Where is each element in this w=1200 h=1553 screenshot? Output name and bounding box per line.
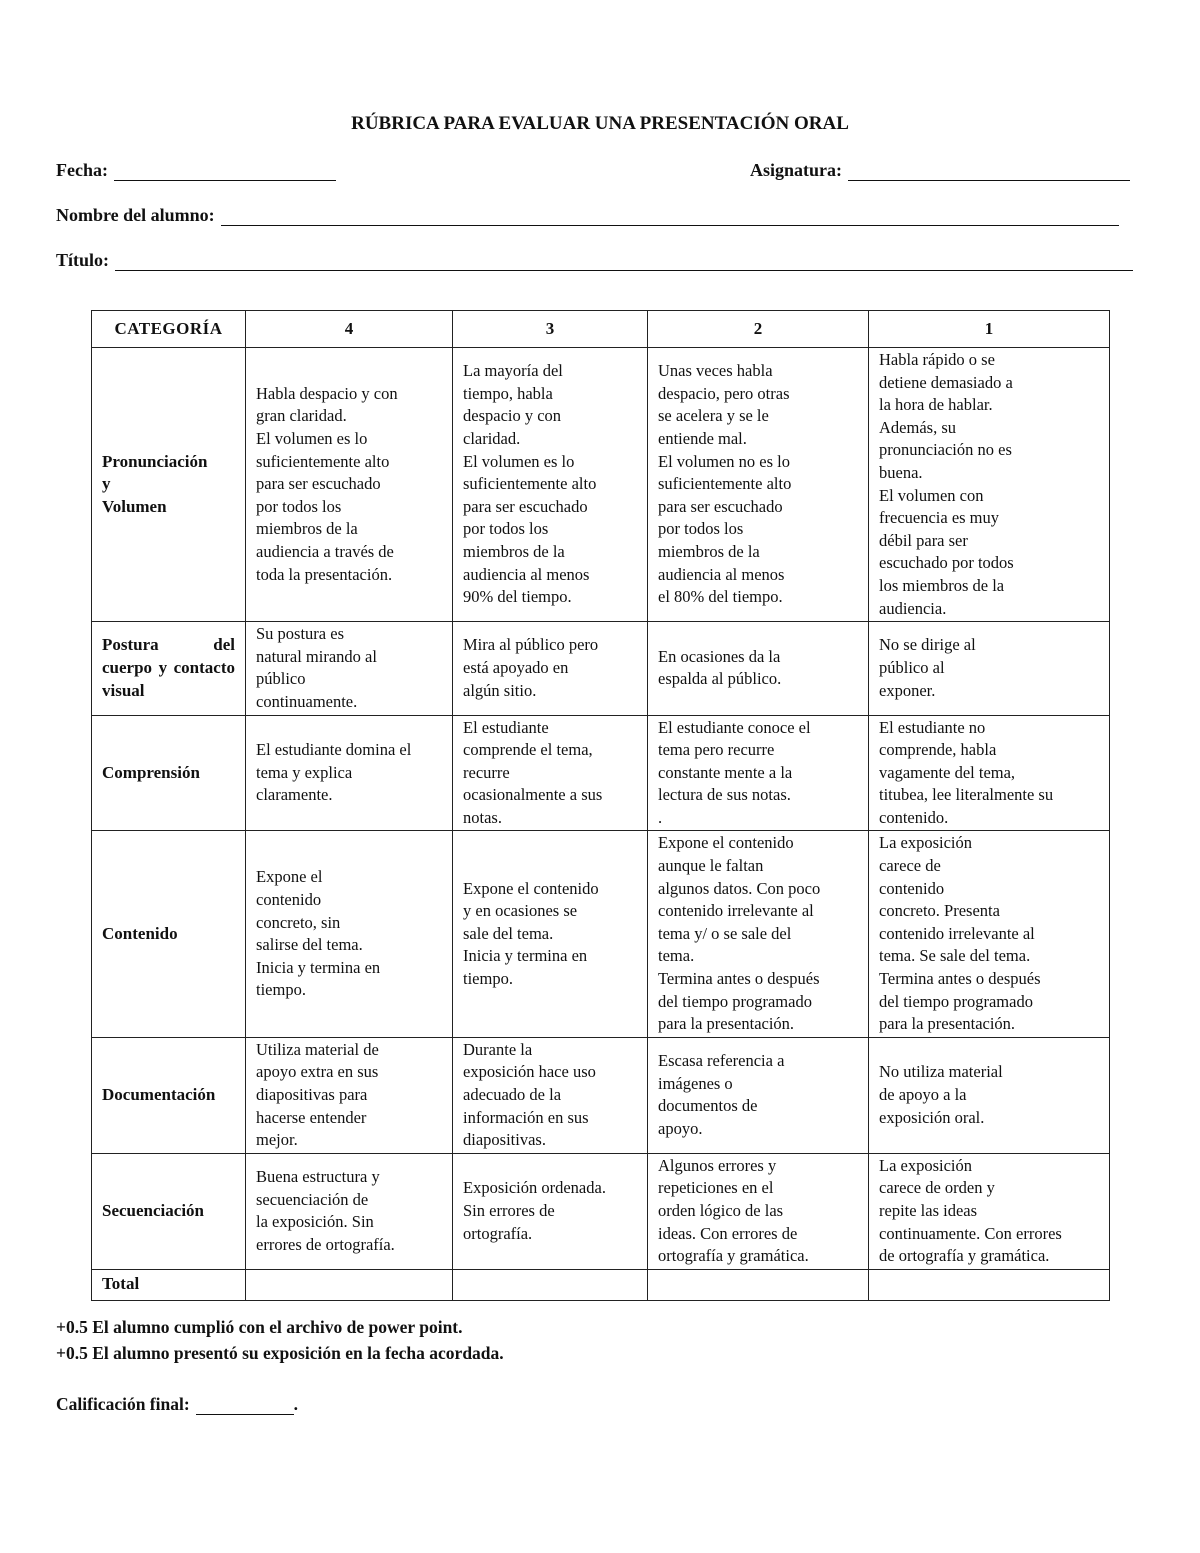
total-label: Total xyxy=(92,1269,246,1300)
titulo-label: Título: xyxy=(56,250,110,270)
final-grade-blank[interactable] xyxy=(196,1394,294,1415)
fecha-blank[interactable] xyxy=(114,160,336,181)
cell-secuenciacion-3: Exposición ordenada. Sin errores de ortografía. xyxy=(453,1153,648,1269)
header-score-1: 1 xyxy=(869,311,1110,348)
document-title: RÚBRICA PARA EVALUAR UNA PRESENTACIÓN ORAL xyxy=(351,113,849,134)
fecha-field[interactable] xyxy=(56,160,336,181)
cell-pronunciacion-3: La mayoría del tiempo, habla despacio y con claridad. El volumen es lo suficientemente alto para ser escuchado por todos los miembros de la audiencia al menos 90% del tiempo. xyxy=(453,348,648,622)
cell-comprension-2: El estudiante conoce el tema pero recurre constante mente a la lectura de sus notas. . xyxy=(648,715,869,831)
row-total xyxy=(92,1269,1110,1300)
cell-secuenciacion-4: Buena estructura y secuenciación de la exposición. Sin errores de ortografía. xyxy=(246,1153,453,1269)
cell-contenido-2: Expone el contenido aunque le faltan algunos datos. Con poco contenido irrelevante al tema y/ o se sale del tema. Termina antes o después del tiempo programado para la presentación. xyxy=(648,831,869,1037)
asignatura-blank[interactable] xyxy=(848,160,1130,181)
titulo-blank[interactable] xyxy=(115,250,1133,271)
bonus-fecha: +0.5 El alumno presentó su exposición en la fecha acordada. xyxy=(56,1343,504,1363)
category-postura: Postura del cuerpo y contacto visual xyxy=(92,622,246,715)
nombre-blank[interactable] xyxy=(221,205,1119,226)
nombre-label: Nombre del alumno: xyxy=(56,205,215,225)
asignatura-label: Asignatura: xyxy=(750,160,843,180)
cell-postura-3: Mira al público pero está apoyado en algún sitio. xyxy=(453,622,648,715)
cell-secuenciacion-1: La exposición carece de orden y repite las ideas continuamente. Con errores de ortografía y gramática. xyxy=(869,1153,1110,1269)
cell-pronunciacion-4: Habla despacio y con gran claridad. El volumen es lo suficientemente alto para ser escuchado por todos los miembros de la audiencia a través de toda la presentación. xyxy=(246,348,453,622)
cell-comprension-3: El estudiante comprende el tema, recurre ocasionalmente a sus notas. xyxy=(453,715,648,831)
asignatura-field[interactable] xyxy=(750,160,1130,181)
category-documentacion: Documentación xyxy=(92,1037,246,1153)
header-categoria: CATEGORÍA xyxy=(92,311,246,348)
category-secuenciacion: Secuenciación xyxy=(92,1153,246,1269)
category-pronunciacion: Pronunciación y Volumen xyxy=(92,348,246,622)
category-contenido: Contenido xyxy=(92,831,246,1037)
cell-postura-2: En ocasiones da la espalda al público. xyxy=(648,622,869,715)
header-row xyxy=(92,311,1110,348)
row-documentacion xyxy=(92,1037,1110,1153)
cell-documentacion-3: Durante la exposición hace uso adecuado de la información en sus diapositivas. xyxy=(453,1037,648,1153)
header-score-4: 4 xyxy=(246,311,453,348)
total-cell-4[interactable] xyxy=(246,1269,453,1300)
cell-contenido-4: Expone el contenido concreto, sin salirse del tema. Inicia y termina en tiempo. xyxy=(246,831,453,1037)
row-postura xyxy=(92,622,1110,715)
header-score-2: 2 xyxy=(648,311,869,348)
fecha-label: Fecha: xyxy=(56,160,108,180)
cell-postura-4: Su postura es natural mirando al público continuamente. xyxy=(246,622,453,715)
cell-pronunciacion-1: Habla rápido o se detiene demasiado a la hora de hablar. Además, su pronunciación no es buena. El volumen con frecuencia es muy débil para ser escuchado por todos los miembros de la audiencia. xyxy=(869,348,1110,622)
nombre-field[interactable] xyxy=(56,205,1119,226)
final-grade-field[interactable] xyxy=(56,1394,298,1415)
cell-pronunciacion-2: Unas veces habla despacio, pero otras se acelera y se le entiende mal. El volumen no es lo suficientemente alto para ser escuchado por todos los miembros de la audiencia al menos el 80% del tiempo. xyxy=(648,348,869,622)
header-score-3: 3 xyxy=(453,311,648,348)
row-comprension xyxy=(92,715,1110,831)
row-secuenciacion xyxy=(92,1153,1110,1269)
titulo-field[interactable] xyxy=(56,250,1133,271)
cell-comprension-4: El estudiante domina el tema y explica claramente. xyxy=(246,715,453,831)
row-contenido xyxy=(92,831,1110,1037)
cell-contenido-3: Expone el contenido y en ocasiones se sale del tema. Inicia y termina en tiempo. xyxy=(453,831,648,1037)
rubric-table xyxy=(91,310,1110,1301)
cell-documentacion-2: Escasa referencia a imágenes o documentos de apoyo. xyxy=(648,1037,869,1153)
total-cell-1[interactable] xyxy=(869,1269,1110,1300)
final-grade-label: Calificación final: xyxy=(56,1394,190,1414)
cell-comprension-1: El estudiante no comprende, habla vagamente del tema, titubea, lee literalmente su contenido. xyxy=(869,715,1110,831)
cell-documentacion-4: Utiliza material de apoyo extra en sus diapositivas para hacerse entender mejor. xyxy=(246,1037,453,1153)
total-cell-2[interactable] xyxy=(648,1269,869,1300)
cell-postura-1: No se dirige al público al exponer. xyxy=(869,622,1110,715)
cell-contenido-1: La exposición carece de contenido concreto. Presenta contenido irrelevante al tema. Se sale del tema. Termina antes o después del tiempo programado para la presentación. xyxy=(869,831,1110,1037)
category-comprension: Comprensión xyxy=(92,715,246,831)
total-cell-3[interactable] xyxy=(453,1269,648,1300)
cell-documentacion-1: No utiliza material de apoyo a la exposición oral. xyxy=(869,1037,1110,1153)
bonus-powerpoint: +0.5 El alumno cumplió con el archivo de power point. xyxy=(56,1317,463,1337)
row-pronunciacion xyxy=(92,348,1110,622)
final-grade-period: . xyxy=(293,1394,299,1414)
cell-secuenciacion-2: Algunos errores y repeticiones en el orden lógico de las ideas. Con errores de ortografía y gramática. xyxy=(648,1153,869,1269)
